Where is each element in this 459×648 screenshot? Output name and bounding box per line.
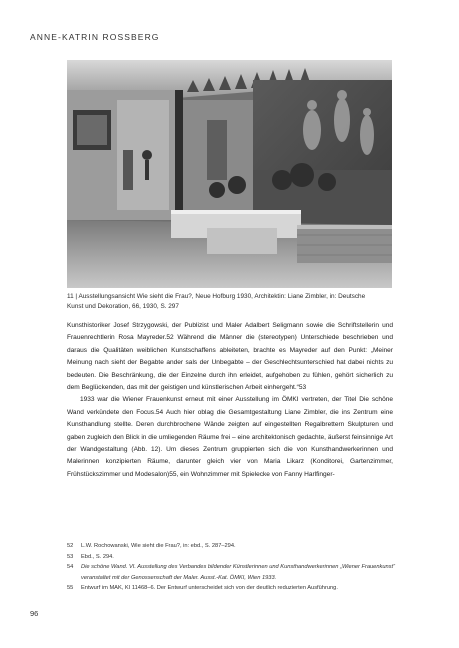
footnote-number: 52: [67, 543, 74, 549]
caption-line-1: 11 | Ausstellungsansicht Wie sieht die Frau?, Neue Hofburg 1930, Architektin: Liane Zimbler, in: Deutsche: [67, 293, 366, 300]
exhibition-photo-illustration: [67, 60, 392, 288]
footnote-text: L.W. Rochowanski, Wie sieht die Frau?, in: ebd., S. 287–294.: [81, 543, 236, 549]
footnote-number: 54: [67, 564, 74, 571]
page-number: 96: [30, 609, 39, 618]
running-header: ANNE-KATRIN ROSSBERG: [30, 32, 160, 42]
footnote: [67, 562, 397, 583]
footnote-number: 55: [67, 585, 74, 592]
footnote-text: Die schöne Wand. VI. Ausstellung des Verbandes bildender Künstlerinnen und Kunsthandwerkerinnen „Wiener Frauenkunst“ veranstaltet mit der Genossenschaft der Maler. Ausst.-Kat. ÖMKI, Wien 1933.: [81, 564, 395, 581]
footnote-number: 53: [67, 553, 74, 560]
exhibition-photograph: [67, 60, 392, 288]
footnote: [67, 541, 397, 552]
footnote: [67, 552, 397, 563]
paragraph: Kunsthistoriker Josef Strzygowski, der Publizist und Maler Adalbert Seligmann sowie die Schriftstellerin und Frauenrechtlerin Rosa Mayreder.52 Während die Männer die (stereotypen) Unterschiede beschrieben und daraus die Qualitäten weiblichen Kunstschaffens ableiteten, brachte es Mayreder auf den Punkt: „Meiner Meinung nach sieht der Begabte ander sals der Unbegabte – der Geschlechtsunterschied hat dabei nichts zu bedeuten. Die Beschränkung, die der Einzelne durch ihn erleidet, aufgehoben zu fühlen, gehört sicherlich zu dem Beglückenden, das mit der geistigen und künstlerischen Arbeit einhergeht.“53: [67, 322, 393, 392]
figure-caption: [67, 292, 397, 312]
footnote-text: Ebd., S. 294.: [81, 553, 114, 560]
footnote-text: Entwurf im MAK, KI 11468–6. Der Entwurf unterscheidet sich von der deutlich reduzierten Ausführung.: [81, 585, 338, 592]
paragraph: 1933 war die Wiener Frauenkunst erneut mit einer Ausstellung im ÖMKI vertreten, der Titel Die schöne Wand verkündete den Focus.54 Auch hier oblag die Gesamtgestaltung Liane Zimbler, die ins Zentrum eine Kunsthandlung stellte. Deren durchbrochene Wände zeigten auf eingestellten Regalbrettern Skulpturen und gaben zugleich den Blick in die umliegenden Räume frei – eine architektonisch gedachte, äußerst feinsinnige Art der Wandgestaltung (Abb. 12). Um dieses Zentrum gruppierten sich die von Kunsthandwerkerinnen und Malerinnen konzipierten Räume, darunter gleich vier von Maria Likarz (Konditorei, Gartenzimmer, Frühstückszimmer und Modesalon)55, ein Wohnzimmer mit Spielecke von Fanny Harlfinger-: [67, 396, 393, 478]
caption-line-2: Kunst und Dekoration, 66, 1930, S. 297: [67, 303, 179, 310]
footnotes: [67, 541, 397, 594]
footnote: [67, 583, 397, 594]
body-text: [67, 320, 393, 481]
